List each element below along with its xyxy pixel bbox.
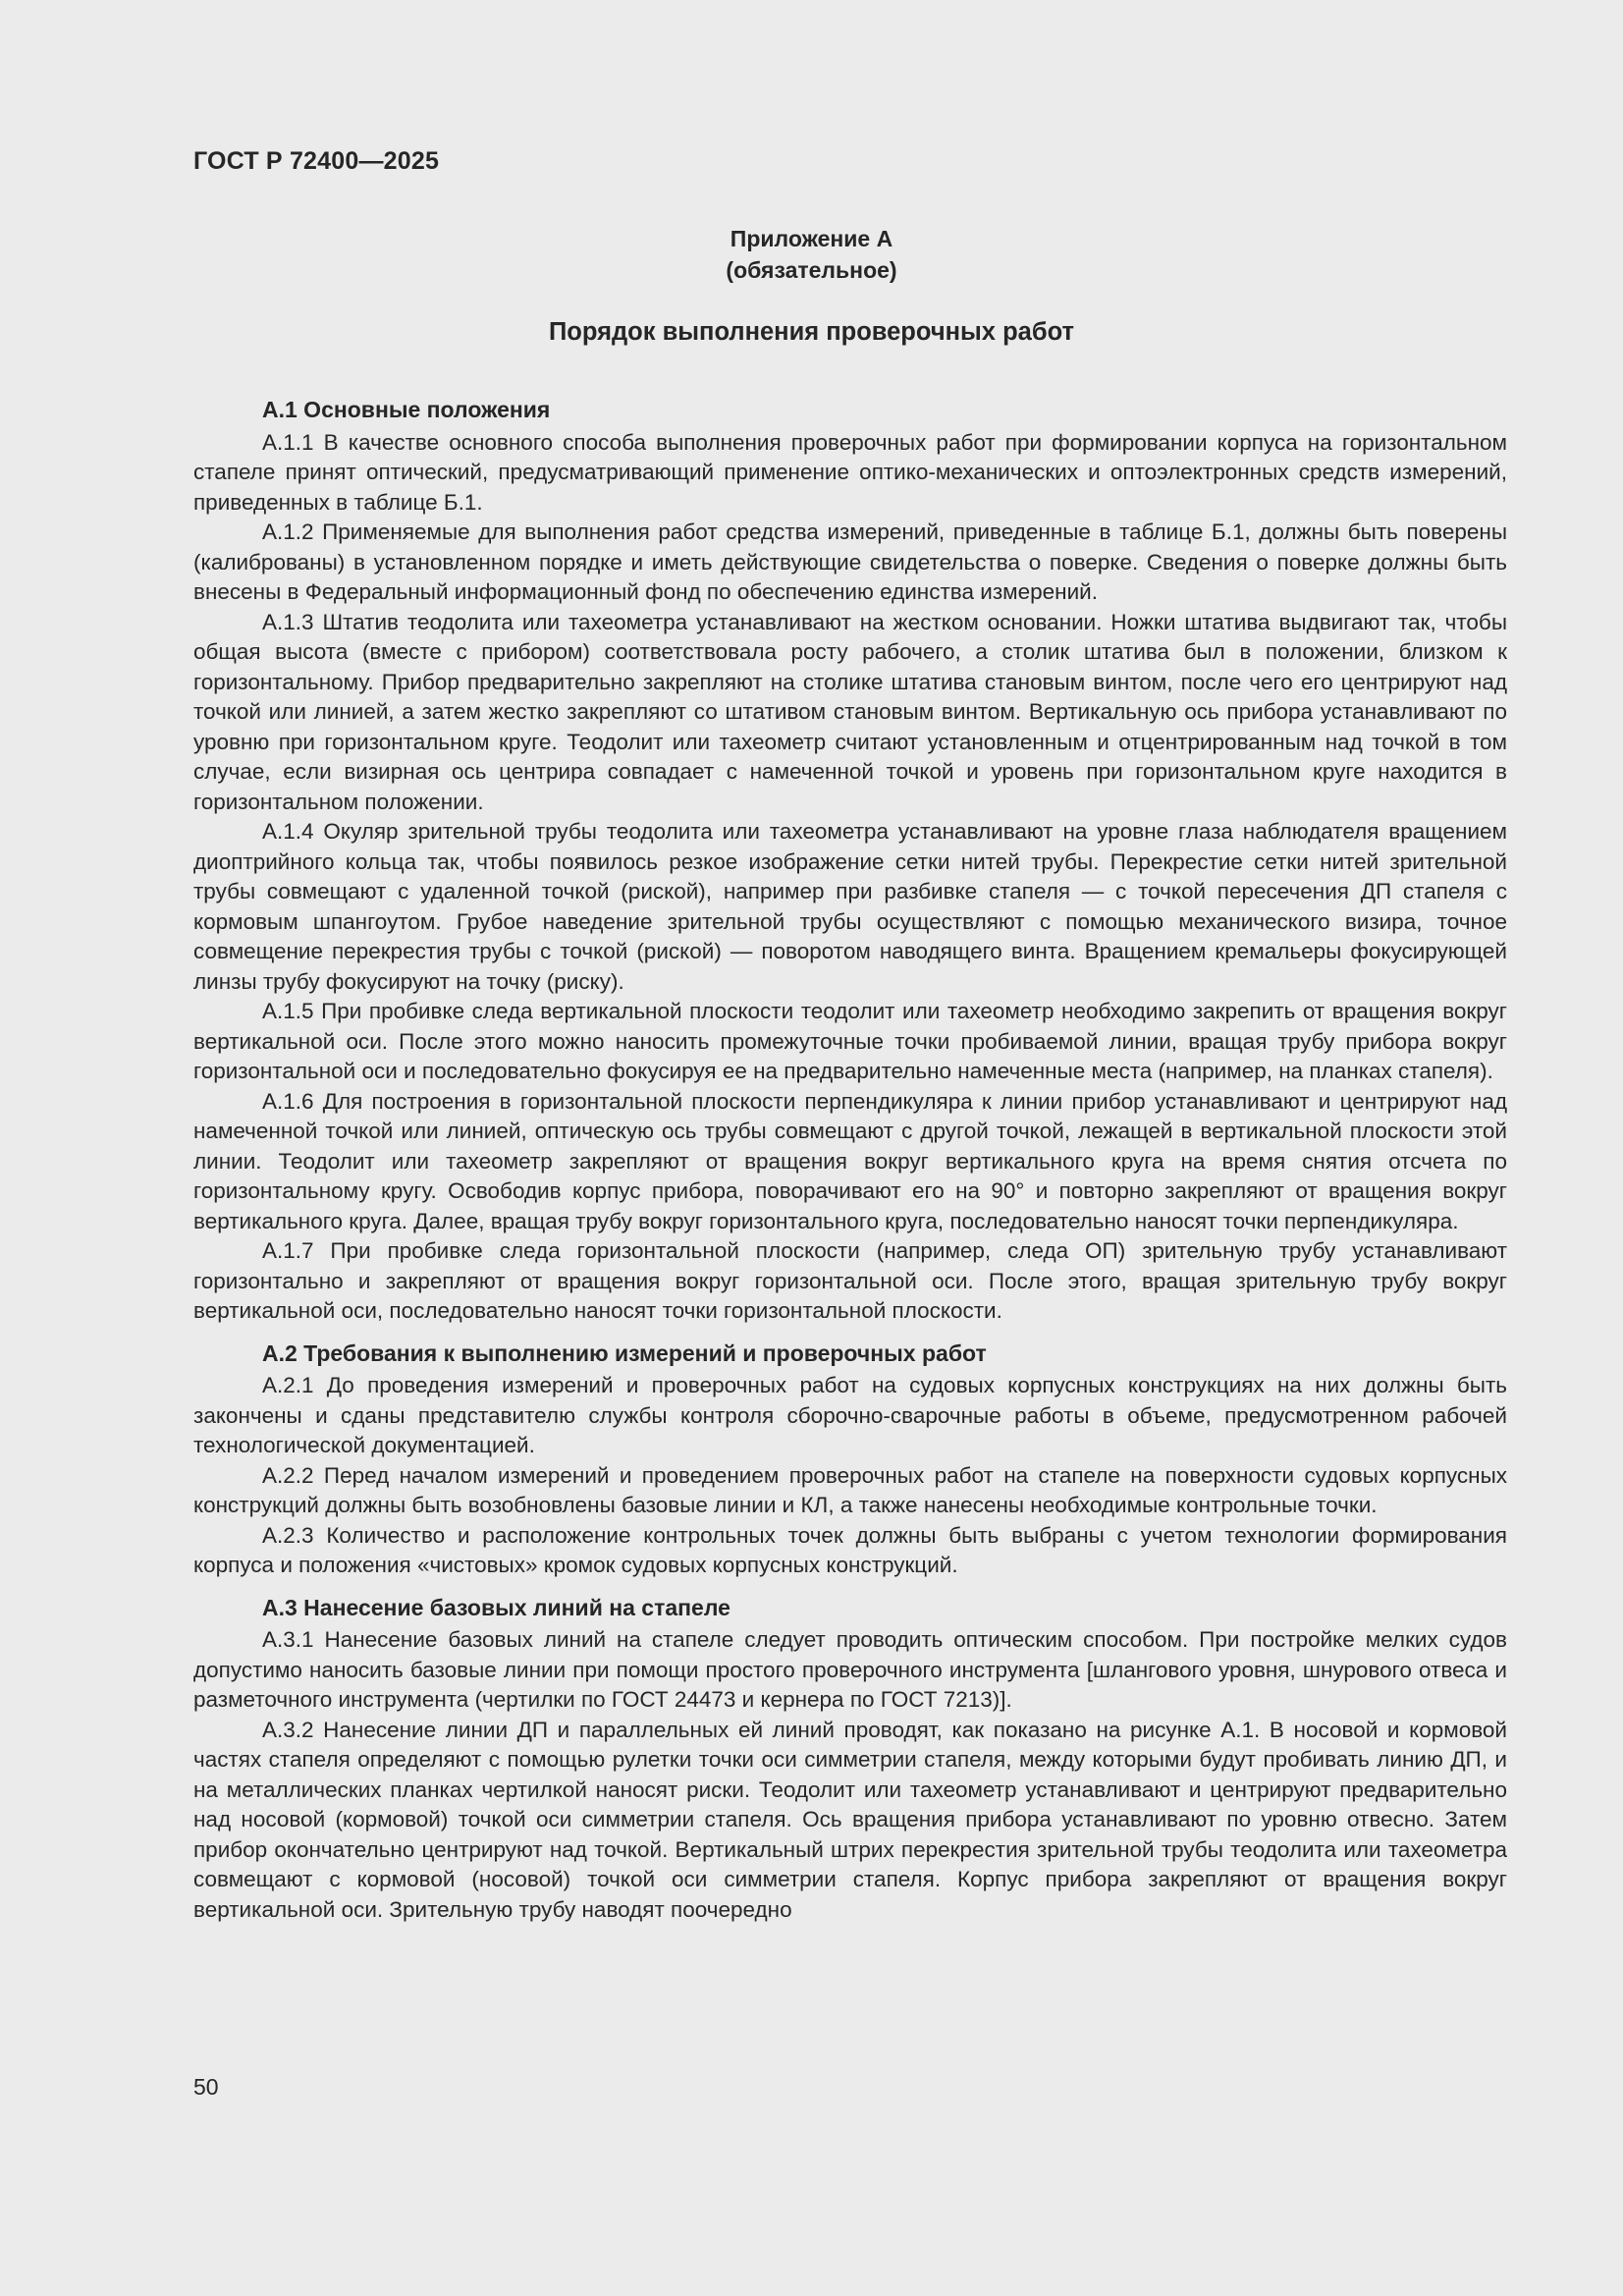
section-heading: А.1 Основные положения	[262, 397, 551, 422]
paragraph: А.1.4 Окуляр зрительной трубы теодолита или тахеометра устанавливают на уровне глаза наблюдателя вращением диоптрийного кольца так, чтобы появилось резкое изображение сетки нитей трубы. Перекрестие сетки нитей зрительной трубы совмещают с удаленной точкой (риской), например при разбивке стапеля — с точкой пересечения ДП стапеля с кормовым шпангоутом. Грубое наведение зрительной трубы осуществляют с помощью механического визира, точное совмещение перекрестия трубы с точкой (риской) — поворотом наводящего винта. Вращением кремальеры фокусирующей линзы трубу фокусируют на точку (риску).	[193, 819, 1507, 994]
body-text	[193, 395, 1507, 1925]
paragraph: А.1.3 Штатив теодолита или тахеометра устанавливают на жестком основании. Ножки штатива выдвигают так, чтобы общая высота (вместе с прибором) соответствовала росту рабочего, а столик штатива был в положении, близком к горизонтальному. Прибор предварительно закрепляют на столике штатива становым винтом, после чего его центрируют над точкой или линией, а затем жестко закрепляют со штативом становым винтом. Вертикальную ось прибора устанавливают по уровню при горизонтальном круге. Теодолит или тахеометр считают установленным и отцентрированным над точкой в том случае, если визирная ось центрира совпадает с намеченной точкой и уровень при горизонтальном круге находится в горизонтальном положении.	[193, 609, 1507, 814]
appendix-title: Приложение А	[730, 226, 893, 251]
paragraph: А.1.7 При пробивке следа горизонтальной плоскости (например, следа ОП) зрительную трубу устанавливают горизонтально и закрепляют от вращения вокруг горизонтальной оси. После этого, вращая зрительную трубу вокруг вертикальной оси, последовательно наносят точки горизонтальной плоскости.	[193, 1238, 1507, 1323]
appendix-heading: Порядок выполнения проверочных работ	[548, 318, 1075, 346]
page-number: 50	[193, 2074, 219, 2100]
paragraph: А.2.1 До проведения измерений и проверочных работ на судовых корпусных конструкциях на них должны быть закончены и сданы представителю службы контроля сборочно-сварочные работы в объеме, предусмотренном рабочей технологической документацией.	[193, 1373, 1507, 1457]
paragraph: А.3.2 Нанесение линии ДП и параллельных ей линий проводят, как показано на рисунке А.1. В носовой и кормовой частях стапеля определяют с помощью рулетки точки оси симметрии стапеля, между которыми будут пробивать линию ДП, и на металлических планках чертилкой наносят риски. Теодолит или тахеометр устанавливают и центрируют предварительно над носовой (кормовой) точкой оси симметрии стапеля. Ось вращения прибора устанавливают по уровню отвесно. Затем прибор окончательно центрируют над точкой. Вертикальный штрих перекрестия зрительной трубы теодолита или тахеометра совмещают с кормовой (носовой) точкой оси симметрии стапеля. Корпус прибора закрепляют от вращения вокруг вертикальной оси. Зрительную трубу наводят поочередно	[193, 1717, 1507, 1922]
document-code: ГОСТ Р 72400—2025	[193, 147, 440, 175]
section-heading: А.2 Требования к выполнению измерений и проверочных работ	[262, 1339, 987, 1366]
paragraph: А.1.5 При пробивке следа вертикальной плоскости теодолит или тахеометр необходимо закрепить от вращения вокруг вертикальной оси. После этого можно наносить промежуточные точки пробиваемой линии, вращая трубу прибора вокруг горизонтальной оси и последовательно фокусируя ее на предварительно намеченные места (например, на планках стапеля).	[193, 999, 1507, 1083]
appendix-status: (обязательное)	[726, 257, 897, 283]
section-heading: А.3 Нанесение базовых линий на стапеле	[262, 1594, 730, 1620]
paragraph: А.1.2 Применяемые для выполнения работ средства измерений, приведенные в таблице Б.1, должны быть поверены (калиброваны) в установленном порядке и иметь действующие свидетельства о поверке. Сведения о поверке должны быть внесены в Федеральный информационный фонд по обеспечению единства измерений.	[193, 519, 1507, 604]
paragraph: А.2.3 Количество и расположение контрольных точек должны быть выбраны с учетом технологии формирования корпуса и положения «чистовых» кромок судовых корпусных конструкций.	[193, 1522, 1507, 1577]
paragraph: А.1.1 В качестве основного способа выполнения проверочных работ при формировании корпуса на горизонтальном стапеле принят оптический, предусматривающий применение оптико-механических и оптоэлектронных средств измерений, приведенных в таблице Б.1.	[193, 429, 1507, 515]
paragraph: А.3.1 Нанесение базовых линий на стапеле следует проводить оптическим способом. При постройке мелких судов допустимо наносить базовые линии при помощи простого проверочного инструмента [шлангового уровня, шнурового отвеса и разметочного инструмента (чертилки по ГОСТ 24473 и кернера по ГОСТ 7213)].	[193, 1627, 1507, 1712]
paragraph: А.2.2 Перед началом измерений и проведением проверочных работ на стапеле на поверхности судовых корпусных конструкций должны быть возобновлены базовые линии и КЛ, а также нанесены необходимые контрольные точки.	[193, 1462, 1507, 1517]
paragraph: А.1.6 Для построения в горизонтальной плоскости перпендикуляра к линии прибор устанавливают и центрируют над намеченной точкой или линией, оптическую ось трубы совмещают с другой точкой, лежащей в вертикальной плоскости этой линии. Теодолит или тахеометр закрепляют от вращения вокруг вертикального круга на время снятия отсчета по горизонтальному кругу. Освободив корпус прибора, поворачивают его на 90° и повторно закрепляют от вращения вокруг вертикального круга. Далее, вращая трубу вокруг горизонтального круга, последовательно наносят точки перпендикуляра.	[193, 1088, 1507, 1233]
